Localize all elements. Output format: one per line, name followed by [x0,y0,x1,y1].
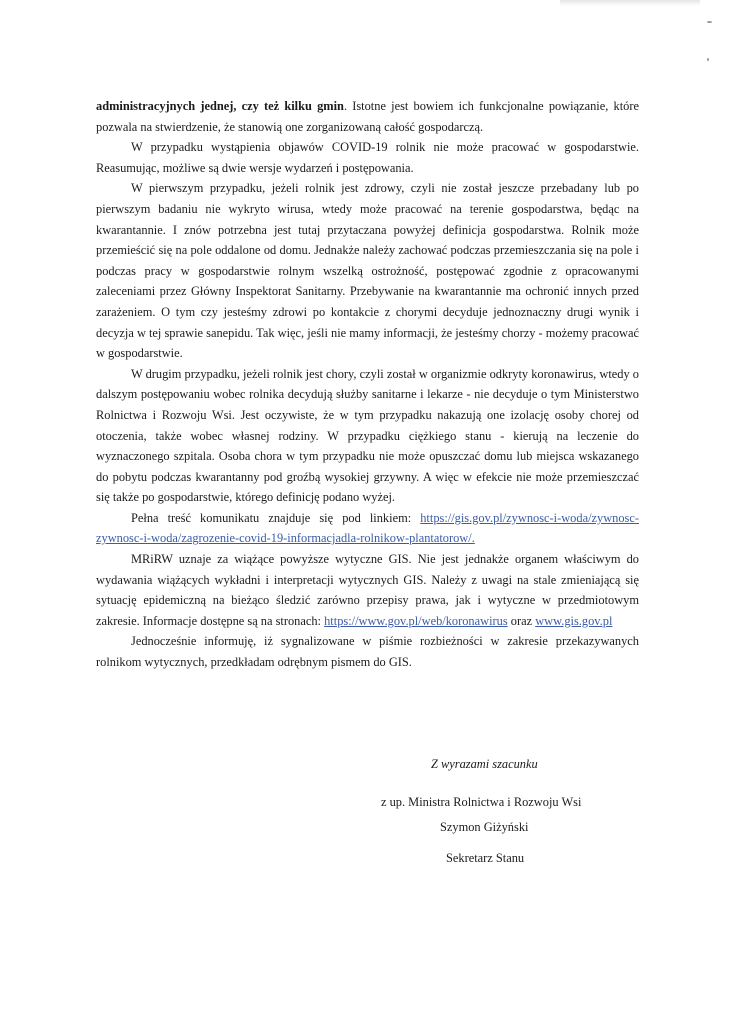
paragraph-2: W przypadku wystąpienia objawów COVID-19 rolnik nie może pracować w gospodarstwie. Reasumując, możliwe są dwie wersje wydarzeń i postępowania. [96,140,639,175]
gis-guidelines-link[interactable]: https://gis.gov.pl/zywnosc-i-woda/zywnosc-zywnosc-i-woda/zagrozenie-covid-19-informacjadla-rolnikow-plantatorow/. [96,510,639,546]
paragraph-text: Pełna treść komunikatu znajduje się pod linkiem: [131,510,421,525]
paragraph-text: . Istotne jest bowiem ich funkcjonalne powiązanie, które pozwala na stwierdzenie, że stanowią one zorganizowaną całość gospodarczą. [96,99,639,134]
scan-speck [707,58,709,61]
paragraph-text: MRiRW uznaje za wiążące powyższe wytyczne GIS. Nie jest jednakże organem właściwym do wydawania wiążących wykładni i interpretacji wytycznych GIS. Należy z uwagi na stale zmieniającą się sytuację epidemiczną na bieżąco śledzić zarówno przepisy prawa, jak i wytyczne w przedmiotowym zakresie. Informacje dostępne są na stronach: [96,552,639,628]
paragraph-4: W drugim przypadku, jeżeli rolnik jest chory, czyli został w organizmie odkryty koronawirus, wtedy o dalszym postępowaniu wobec rolnika decydują służby sanitarne i lekarze - nie decyduje o tym Ministerstwo Rolnictwa i Rozwoju Wsi. Jest oczywiste, że w tym przypadku nakazują one izolację osoby chorej od otoczenia, także wobec własnej rodziny. W przypadku ciężkiego stanu - kierują na leczenie do wyznaczonego szpitala. Osoba chora w tym przypadku nie może opuszczać domu lub miejsca wskazanego do pobytu podczas kwarantanny pod groźbą wysokiej grzywny. A więc w efekcie nie może przemieszczać się także po gospodarstwie, którego definicję podano wyżej. [96,366,639,505]
paragraph-6 [96,549,639,631]
gis-website-link[interactable]: www.gis.gov.pl [535,613,613,628]
paragraph-5 [96,508,639,549]
gov-koronawirus-link[interactable]: https://www.gov.pl/web/koronawirus [324,613,508,628]
scan-speck [707,21,712,23]
signature-name: Szymon Giżyński [440,820,529,834]
paragraph-7: Jednocześnie informuję, iż sygnalizowane w piśmie rozbieżności w zakresie przekazywanych rolnikom wytycznych, przedkładam odrębnym pismem do GIS. [96,634,639,670]
connector-text: oraz [507,613,536,628]
signature-title: Sekretarz Stanu [446,851,525,865]
scan-edge-shadow [560,0,700,6]
paragraph-3: W pierwszym przypadku, jeżeli rolnik jest zdrowy, czyli nie został jeszcze przebadany lub po pierwszym badaniu nie wykryto wirusa, wtedy może pracować na terenie gospodarstwa, będąc na kwarantannie. I znów potrzebna jest tutaj przytaczana powyżej definicja gospodarstwa. Rolnik może przemieścić się na pole oddalone od domu. Jednakże należy zachować podczas przemieszczania się na pole i podczas pracy w gospodarstwie rolnym wszelką ostrożność, postępować zgodnie z opracowanymi zaleceniami przez Główny Inspektorat Sanitarny. Przebywanie na kwarantannie ma ochronić innych przed zarażeniem. O tym czy jesteśmy zdrowi po kontakcie z chorymi decyduje jednoznaczny drugi wynik i decyzja w tej sprawie sanepidu. Tak więc, jeśli nie mamy informacji, że jesteśmy chorzy - możemy pracować w gospodarstwie. [96,181,639,361]
closing-salutation: Z wyrazami szacunku [431,757,538,771]
letter-body [96,96,639,673]
bold-phrase: administracyjnych jednej, czy też kilku gmin [96,99,344,113]
paragraph-1 [96,96,639,137]
signature-authority: z up. Ministra Rolnictwa i Rozwoju Wsi [381,795,582,809]
